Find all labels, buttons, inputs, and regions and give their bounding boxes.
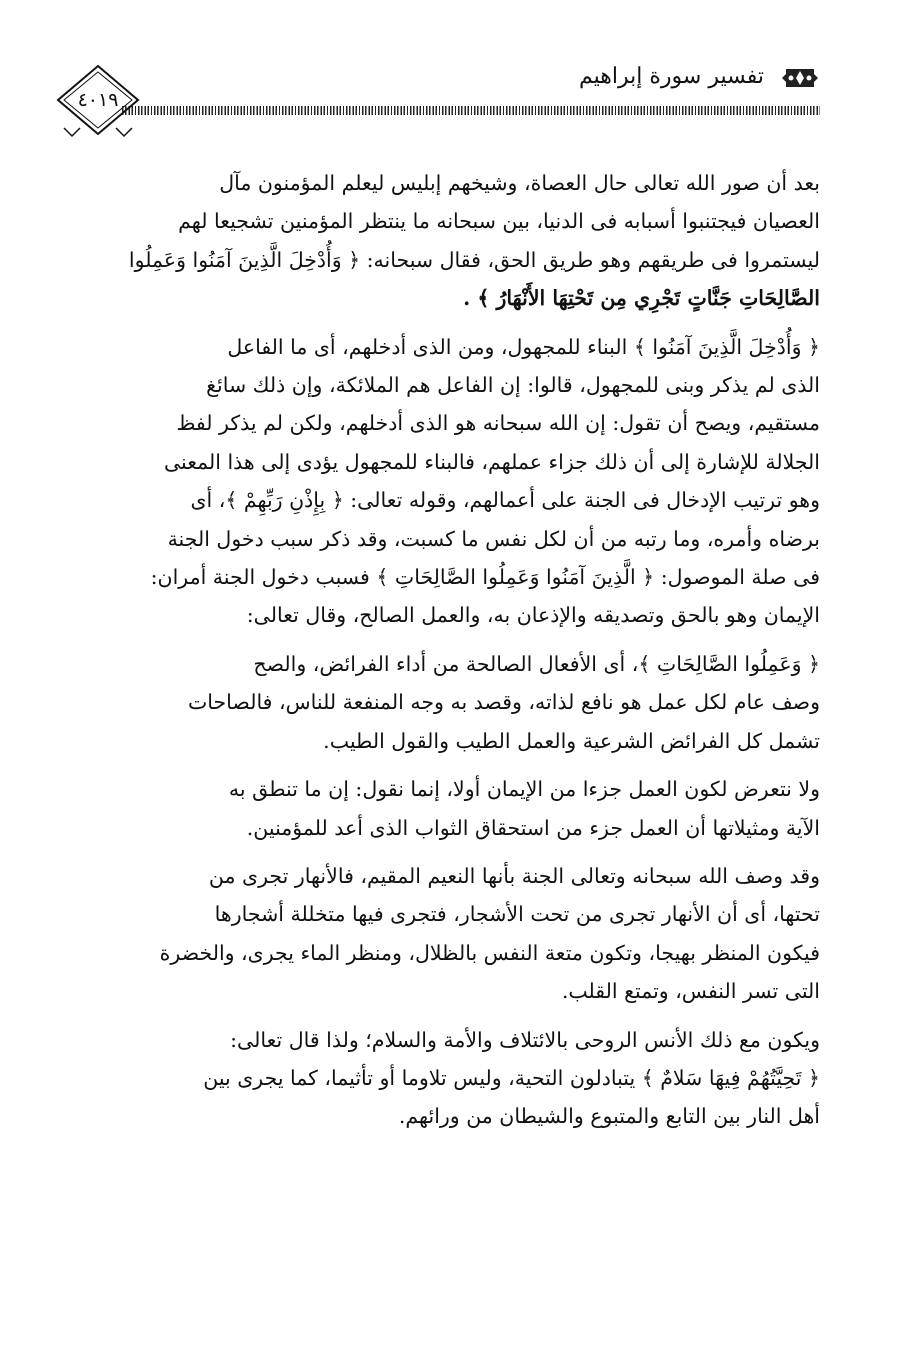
- text-line: فى صلة الموصول: ﴿ الَّذِينَ آمَنُوا وَعَمِلُوا الصَّالِحَاتِ ﴾ فسبب دخول الجنة أمران:: [150, 565, 820, 590]
- text-line: وصف عام لكل عمل هو نافع لذاته، وقصد به وجه المنفعة للناس، فالصاحات: [187, 690, 820, 715]
- text-line: وقد وصف الله سبحانه وتعالى الجنة بأنها النعيم المقيم، فالأنهار تجرى من: [208, 863, 820, 888]
- text-line: أهل النار بين التابع والمتبوع والشيطان من ورائهم.: [398, 1104, 820, 1129]
- text-line: الآية ومثيلاتها أن العمل جزء من استحقاق الثواب الذى أعد للمؤمنين.: [246, 815, 820, 840]
- text-line: ﴿ وَعَمِلُوا الصَّالِحَاتِ ﴾، أى الأفعال الصالحة من أداء الفرائض، والصح: [253, 651, 820, 676]
- text-line: تحتها، أى أن الأنهار تجرى من تحت الأشجار، فتجرى فيها متخللة أشجارها: [214, 902, 820, 927]
- floral-ornament-icon: [780, 66, 820, 90]
- page-header: [52, 56, 824, 148]
- paragraph: [70, 328, 820, 635]
- paragraph: [70, 857, 820, 1011]
- paragraph: [70, 1021, 820, 1136]
- running-title: تفسير سورة إبراهيم: [579, 64, 764, 89]
- text-line: التى تسر النفس، وتمتع القلب.: [561, 979, 820, 1004]
- text-line: الجلالة للإشارة إلى أن ذلك جزاء عملهم، فالبناء للمجهول يؤدى إلى هذا المعنى: [163, 449, 820, 474]
- text-line: وهو ترتيب الإدخال فى الجنة على أعمالهم، وقوله تعالى: ﴿ بِإِذْنِ رَبِّهِمْ ﴾، أى: [190, 488, 820, 513]
- text-line: ولا نتعرض لكون العمل جزءا من الإيمان أولا، إنما نقول: إن ما تنطق به: [228, 777, 820, 802]
- text-line: الذى لم يذكر وبنى للمجهول، قالوا: إن الفاعل هم الملائكة، وإن ذلك سائغ: [206, 373, 820, 398]
- text-line: العصيان فيجتنبوا أسبابه فى الدنيا، بين سبحانه ما ينتظر المؤمنين تشجيعا لهم: [178, 209, 820, 234]
- text-line: برضاه وأمره، وما رتبه من أن لكل نفس ما كسبت، وقد ذكر سبب دخول الجنة: [167, 526, 820, 551]
- text-line: الإيمان وهو بالحق وتصديقه والإذعان به، والعمل الصالح، وقال تعالى:: [246, 603, 820, 628]
- quran-verse-line: الصَّالِحَاتِ جَنَّاتٍ تَجْرِي مِن تَحْتِهَا الأَنْهَارُ ﴾ .: [463, 286, 820, 311]
- paragraph: [70, 645, 820, 760]
- text-line: مستقيم، ويصح أن تقول: إن الله سبحانه هو الذى أدخلهم، ولكن لم يذكر لفظ: [176, 411, 820, 436]
- text-line: ﴿ وَأُدْخِلَ الَّذِينَ آمَنُوا ﴾ البناء للمجهول، ومن الذى أدخلهم، أى ما الفاعل: [227, 334, 820, 359]
- body-text: [70, 164, 820, 1136]
- text-line: تشمل كل الفرائض الشرعية والعمل الطيب والقول الطيب.: [323, 728, 820, 753]
- text-line: ليستمروا فى طريقهم وهو طريق الحق، فقال سبحانه: ﴿ وَأُدْخِلَ الَّذِينَ آمَنُوا وَعَمِلُوا: [128, 247, 820, 272]
- text-line: فيكون المنظر بهيجا، وتكون متعة النفس بالظلال، ومنظر الماء يجرى، والخضرة: [159, 940, 820, 965]
- paragraph: [70, 164, 820, 318]
- text-line: بعد أن صور الله تعالى حال العصاة، وشيخهم إبليس ليعلم المؤمنون مآل: [219, 171, 820, 195]
- paragraph: [70, 770, 820, 847]
- text-line: ويكون مع ذلك الأنس الروحى بالائتلاف والأمة والسلام؛ ولذا قال تعالى:: [230, 1027, 820, 1052]
- header-rule: [122, 106, 820, 115]
- page-number: ٤٠١٩: [77, 89, 119, 111]
- text-line: ﴿ تَحِيَّتُهُمْ فِيهَا سَلامٌ ﴾ يتبادلون التحية، وليس تلاوما أو تأثيما، كما يجرى بين: [203, 1065, 820, 1090]
